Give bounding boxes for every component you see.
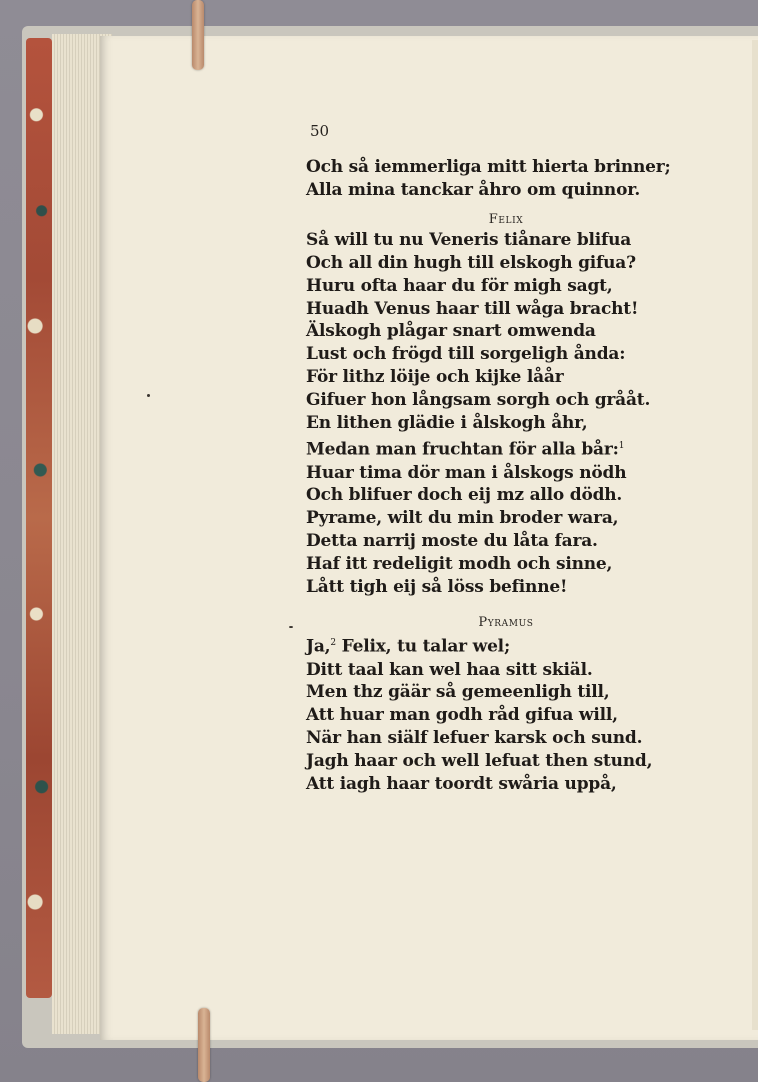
speaker-name: Felix (488, 211, 524, 227)
verse-line: Huadh Venus haar till wåga bracht! (306, 298, 639, 319)
verse-line: Och så iemmerliga mitt hierta brinner; (306, 157, 671, 177)
verse-line: Jagh haar och well lefuat then stund, (306, 751, 653, 772)
verse-line: Huar tima dör man i ålskogs nödh (306, 462, 627, 483)
stanza (306, 212, 726, 599)
page-number: 50 (310, 122, 330, 140)
verse-line: Alla mina tanckar åhro om quinnor. (306, 179, 641, 200)
verse-text: Medan man fruchtan för alla bår: (306, 439, 619, 460)
speaker-name: Pyramus (478, 614, 534, 630)
verse-line (306, 632, 726, 659)
stanza (306, 615, 726, 796)
verse-line (306, 435, 726, 462)
top-clip (192, 0, 204, 70)
bottom-clip (198, 1008, 210, 1082)
verse-text-rest: Felix, tu talar wel; (335, 636, 511, 657)
footnote-mark: 1 (618, 440, 625, 451)
next-page-edge (752, 40, 758, 1030)
verse-line: Och all din hugh till elskogh gifua? (306, 252, 636, 273)
verse-line: Älskogh plågar snart omwenda (306, 321, 596, 342)
verse-line: Lust och frögd till sorgeligh ånda: (306, 344, 626, 365)
verse-line: Pyrame, wilt du min broder wara, (306, 508, 619, 529)
verse-line: En lithen glädie i ålskogh åhr, (306, 413, 588, 434)
verse-line: Lått tigh eij så löss befinne! (306, 577, 568, 598)
verse-line: Att huar man godh råd gifua will, (306, 705, 618, 726)
verse-line: Att iagh haar toordt swåria uppå, (306, 774, 617, 795)
footnote-mark: 2 (330, 637, 336, 648)
verse-text: Ja, (306, 636, 331, 657)
verse-line: När han siälf lefuer karsk och sund. (306, 728, 643, 749)
verse-line: Och blifuer doch eij mz allo dödh. (306, 485, 623, 506)
verse-line: Ditt taal kan wel haa sitt skiäl. (306, 659, 593, 680)
verse-line: Detta narrij moste du låta fara. (306, 531, 598, 552)
verse-line: Gifuer hon långsam sorgh och grååt. (306, 390, 651, 411)
verse-line: Så will tu nu Veneris tiånare blifua (306, 229, 632, 250)
margin-mark (147, 394, 150, 397)
verse-line: Haf itt redeligit modh och sinne, (306, 554, 613, 575)
stanza (306, 156, 726, 202)
verse-line: Huru ofta haar du för migh sagt, (306, 275, 613, 296)
verse-line: Men thz gäär så gemeenligh till, (306, 682, 610, 703)
verse-line: För lithz löije och kijke låår (306, 367, 564, 388)
text-block (306, 156, 726, 796)
marbled-edge (26, 38, 52, 998)
